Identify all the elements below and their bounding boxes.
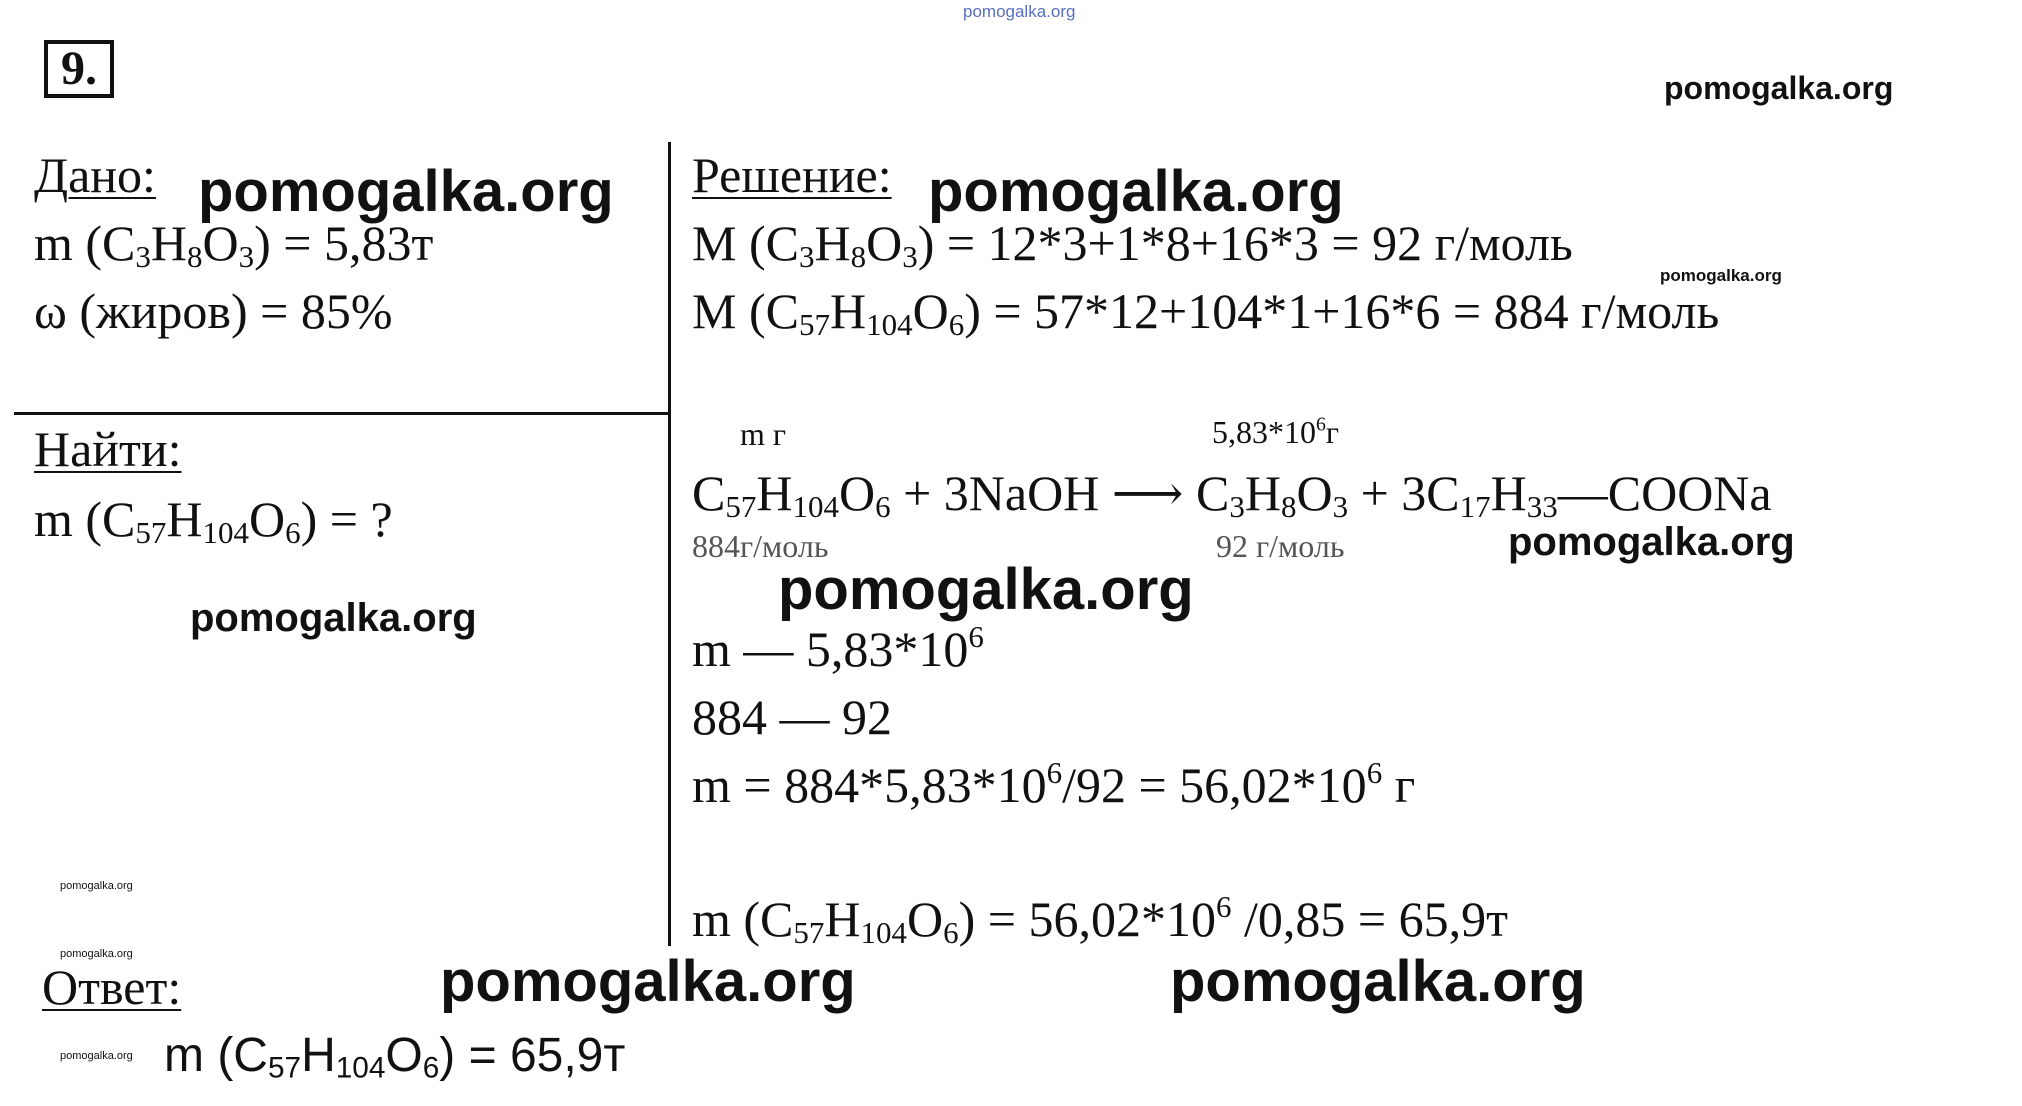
watermark-top: pomogalka.org — [963, 2, 1076, 21]
watermark: pomogalka.org — [1170, 949, 1586, 1014]
solution-heading: Решение: — [692, 147, 892, 203]
task-number: 9. — [61, 42, 97, 95]
reaction-below-left: 884г/моль — [692, 528, 829, 564]
watermark: pomogalka.org — [1508, 520, 1795, 564]
horizontal-divider — [14, 412, 670, 415]
vertical-divider — [668, 142, 671, 946]
molar-mass-fat: M $(C_{57}H_{104}O_6) = 57*12+104*1+16*6 = 884$ г/моль — [692, 283, 1720, 342]
find-heading: Найти: — [34, 421, 182, 477]
reaction-above-left: m г — [740, 416, 787, 452]
watermark: pomogalka.org — [60, 948, 133, 960]
calculation-mass-fat: $m = 884*5,83*10^6/92 = 56,02*10^6$ г — [692, 754, 1416, 813]
watermark: pomogalka.org — [778, 557, 1194, 622]
given-heading: Дано: — [34, 147, 156, 203]
reaction-equation: $C_{57}H_{104}O_6$ + 3NaOH ⟶ $C_3H_8O_3$ + $3C_{17}H_{33}—COONa$ — [692, 465, 1772, 524]
watermark: pomogalka.org — [1664, 70, 1894, 106]
task-number-box — [44, 40, 114, 98]
watermark: pomogalka.org — [60, 880, 133, 892]
proportion-line-2: 884 — 92 — [692, 689, 892, 745]
calculation-final: m $(C_{57}H_{104}O_6) = 56,02*10^6$ /0,85 = 65,9т — [692, 888, 1508, 950]
reaction-above-right: $5,83*10^6г$ — [1212, 413, 1340, 450]
watermark: pomogalka.org — [1660, 266, 1782, 285]
watermark: pomogalka.org — [440, 949, 856, 1014]
reaction-below-right: 92 г/моль — [1216, 528, 1345, 564]
watermark: pomogalka.org — [60, 1050, 133, 1062]
reaction-arrow: ⟶ — [1111, 465, 1184, 521]
watermark: pomogalka.org — [190, 596, 477, 640]
molar-mass-glycerol: M $(C_3H_8O_3) = 12*3+1*8+16*3 = 92$ г/моль — [692, 215, 1573, 274]
given-mass-glycerol: m $(C_3H_8O_3) = 5,83т$ — [34, 215, 434, 274]
answer-value: m $(C_{57}H_{104}O_6) = 65,9т$ — [164, 1029, 626, 1085]
answer-heading: Ответ: — [42, 959, 182, 1015]
given-fat-fraction: ω (жиров) = 85% — [34, 283, 393, 339]
watermark: pomogalka.org — [928, 159, 1344, 224]
find-mass-fat: m $(C_{57}H_{104}O_6)$ = ? — [34, 491, 393, 550]
proportion-line-1: m — $5,83*10^6$ — [692, 618, 984, 677]
watermark: pomogalka.org — [198, 159, 614, 224]
